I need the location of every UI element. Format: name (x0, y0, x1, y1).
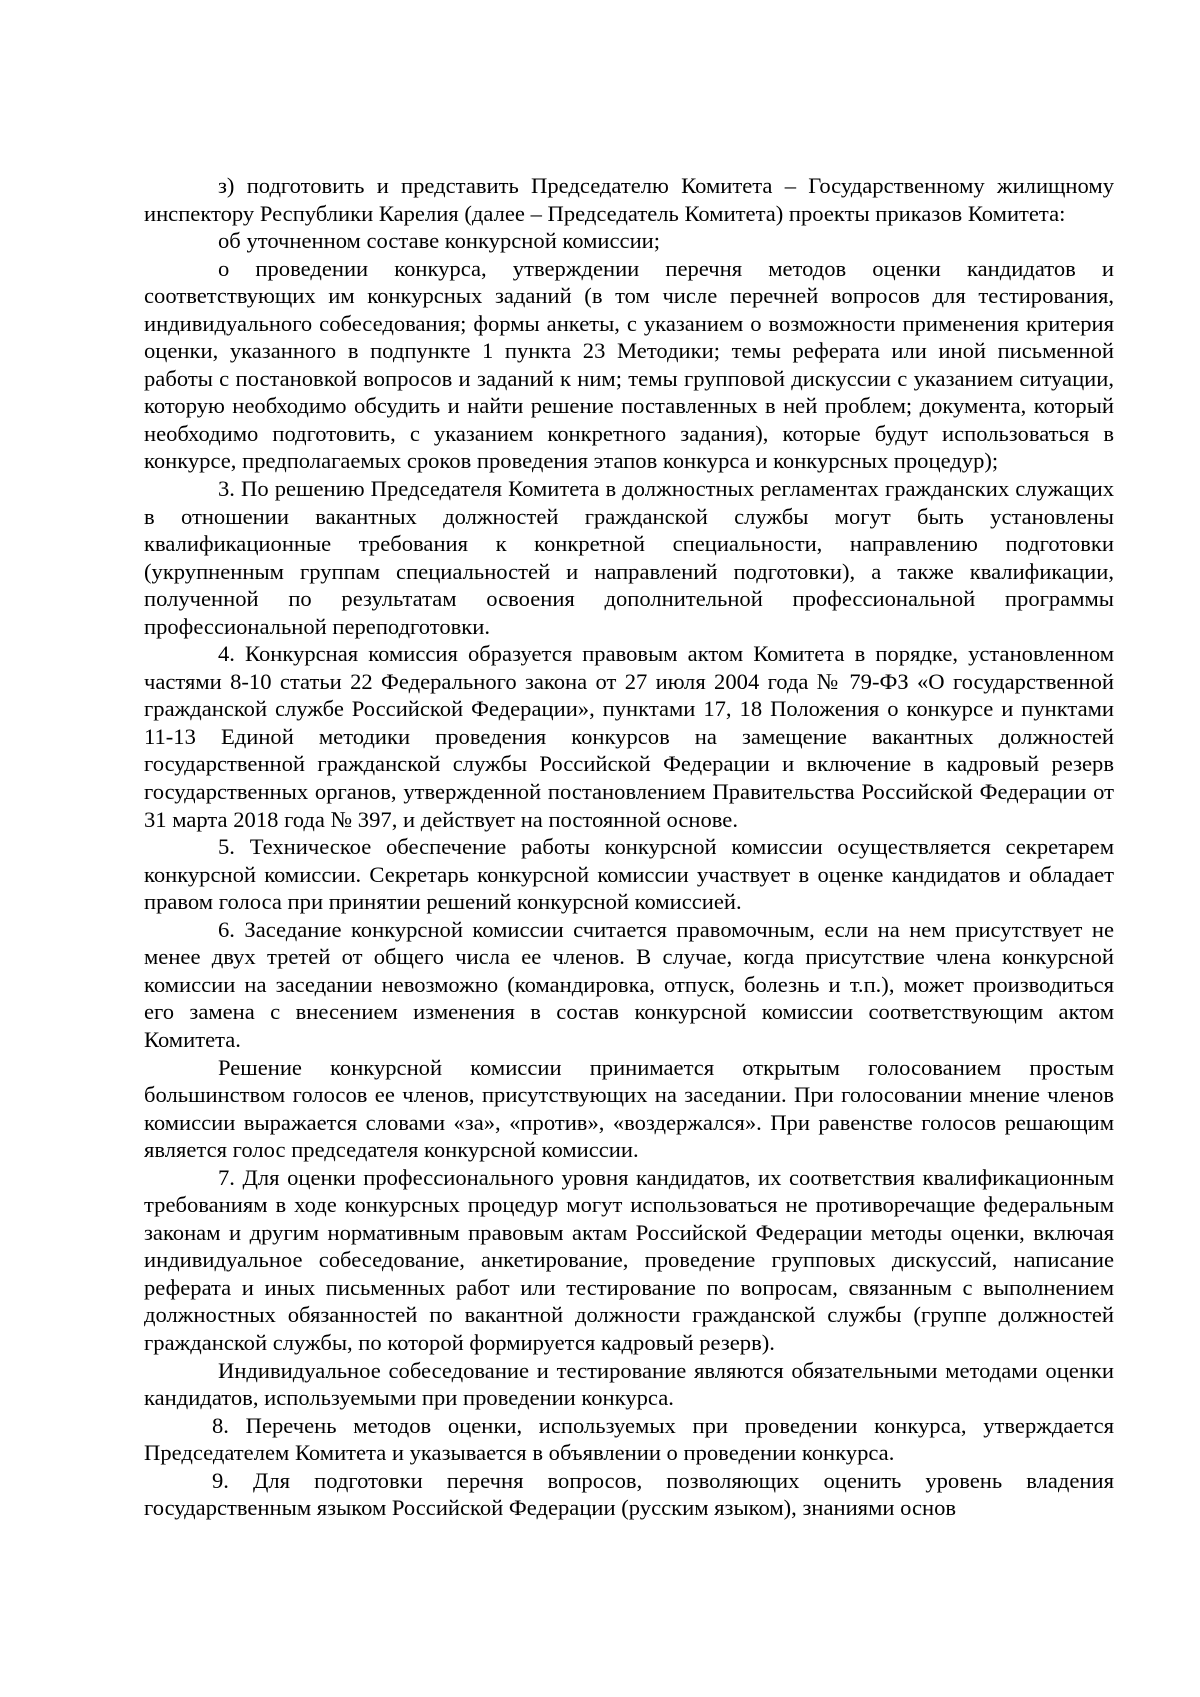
paragraph-3: 3. По решению Председателя Комитета в должностных регламентах гражданских служащих в отношении вакантных должностей гражданской службы могут быть установлены квалификационные требования к конкретной специальности, направлению подготовки (укрупненным группам специальностей и направлений подготовки), а также квалификации, полученной по результатам освоения дополнительной профессиональной программы профессиональной переподготовки. (144, 476, 1114, 639)
document-body (144, 172, 1114, 1522)
paragraph-6: 6. Заседание конкурсной комиссии считается правомочным, если на нем присутствует не менее двух третей от общего числа ее членов. В случае, когда присутствие члена конкурсной комиссии на заседании невозможно (командировка, отпуск, болезнь и т.п.), может производиться его замена с внесением изменения в состав конкурсной комиссии соответствующим актом Комитета. (144, 916, 1114, 1052)
paragraph-commission-composition: об уточненном составе конкурсной комиссии; (218, 228, 661, 254)
paragraph-4: 4. Конкурсная комиссия образуется правовым актом Комитета в порядке, установленном частями 8-10 статьи 22 Федерального закона от 27 июля 2004 года № 79-ФЗ «О государственной гражданской службе Российской Федерации», пунктами 17, 18 Положения о конкурсе и пунктами 11-13 Единой методики проведения конкурсов на замещение вакантных должностей государственной гражданской службы Российской Федерации и включение в кадровый резерв государственных органов, утвержденной постановлением Правительства Российской Федерации от 31 марта 2018 года № 397, и действует на постоянной основе. (144, 641, 1114, 832)
paragraph-5: 5. Техническое обеспечение работы конкурсной комиссии осуществляется секретарем конкурсной комиссии. Секретарь конкурсной комиссии участвует в оценке кандидатов и обладает правом голоса при принятии решений конкурсной комиссией. (144, 834, 1114, 915)
paragraph-8: 8. Перечень методов оценки, используемых при проведении конкурса, утверждается Председателем Комитета и указывается в объявлении о проведении конкурса. (144, 1412, 1114, 1466)
paragraph-7: 7. Для оценки профессионального уровня кандидатов, их соответствия квалификационным требованиям в ходе конкурсных процедур могут использоваться не противоречащие федеральным законам и другим нормативным правовым актам Российской Федерации методы оценки, включая индивидуальное собеседование, анкетирование, проведение групповых дискуссий, написание реферата и иных письменных работ или тестирование по вопросам, связанным с выполнением должностных обязанностей по вакантной должности гражданской службы (группе должностей гражданской службы, по которой формируется кадровый резерв). (144, 1164, 1114, 1355)
paragraph-3z: з) подготовить и представить Председателю Комитета – Государственному жилищному инспектору Республики Карелия (далее – Председатель Комитета) проекты приказов Комитета: (144, 173, 1114, 226)
paragraph-9: 9. Для подготовки перечня вопросов, позволяющих оценить уровень владения государственным языком Российской Федерации (русским языком), знаниями основ (144, 1467, 1114, 1521)
paragraph-contest-methods: о проведении конкурса, утверждении перечня методов оценки кандидатов и соответствующих им конкурсных заданий (в том числе перечней вопросов для тестирования, индивидуального собеседования; формы анкеты, с указанием о возможности применения критерия оценки, указанного в подпункте 1 пункта 23 Методики; темы реферата или иной письменной работы с постановкой вопросов и заданий к ним; темы групповой дискуссии с указанием ситуации, которую необходимо обсудить и найти решение поставленных в ней проблем; документа, который необходимо подготовить, с указанием конкретного задания), которые будут использоваться в конкурсе, предполагаемых сроков проведения этапов конкурса и конкурсных процедур); (144, 255, 1114, 474)
paragraph-7-mandatory-methods: Индивидуальное собеседование и тестирование являются обязательными методами оценки кандидатов, используемыми при проведении конкурса. (144, 1357, 1114, 1411)
paragraph-6-decision: Решение конкурсной комиссии принимается открытым голосованием простым большинством голосов ее членов, присутствующих на заседании. При голосовании мнение членов комиссии выражается словами «за», «против», «воздержался». При равенстве голосов решающим является голос председателя конкурсной комиссии. (144, 1054, 1114, 1163)
